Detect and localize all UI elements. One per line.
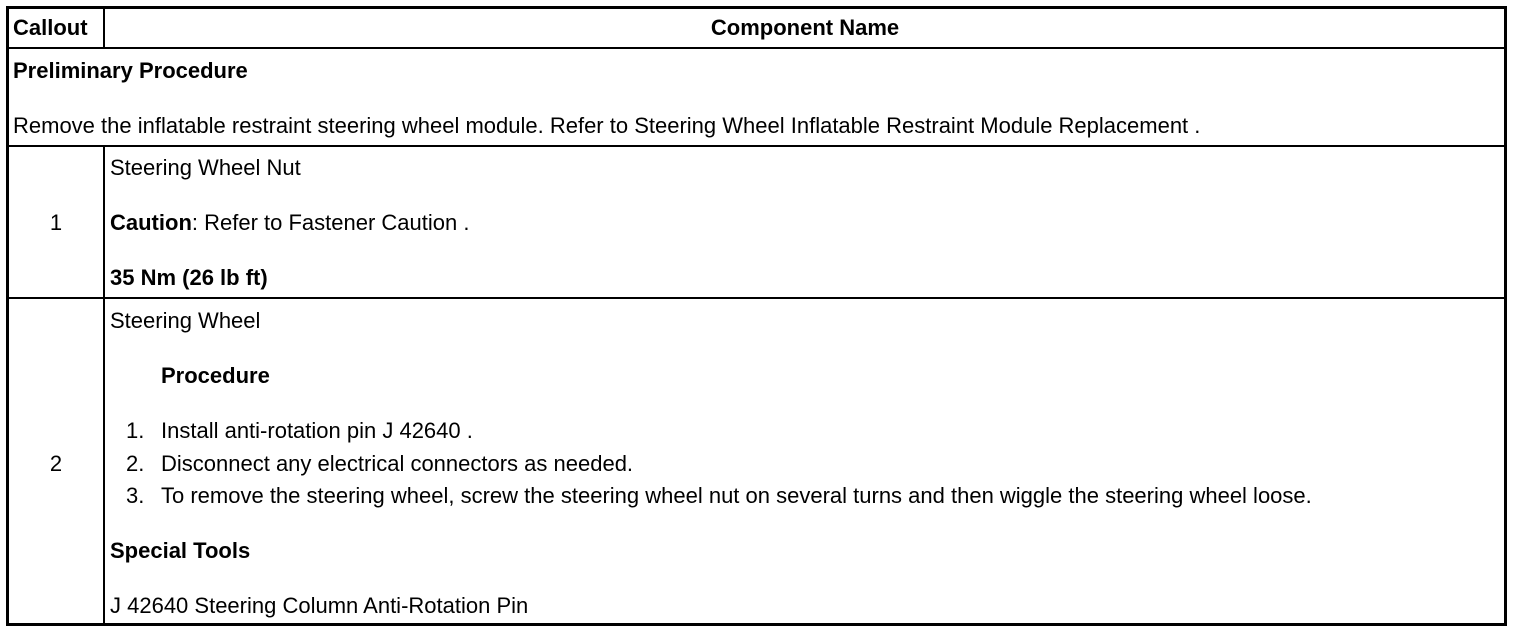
component-table <box>6 6 1507 626</box>
procedure-title: Procedure <box>161 363 270 388</box>
preliminary-divider <box>9 145 1504 147</box>
caution-label: Caution <box>110 210 192 235</box>
row-1-name: Steering Wheel Nut <box>110 155 301 180</box>
column-divider-rows <box>103 145 105 623</box>
row-1-caution <box>110 210 469 236</box>
step-2-number: 2. <box>126 451 145 476</box>
special-tools-title: Special Tools <box>110 538 251 563</box>
preliminary-text: Remove the inflatable restraint steering wheel module. Refer to Steering Wheel Inflatable Restraint Module Replacement . <box>13 113 1201 138</box>
row-1-divider <box>9 297 1504 299</box>
row-2-name: Steering Wheel <box>110 308 261 333</box>
step-3-text: To remove the steering wheel, screw the steering wheel nut on several turns and then wiggle the steering wheel loose. <box>161 483 1312 508</box>
row-1-callout: 1 <box>49 210 63 235</box>
row-1-torque: 35 Nm (26 lb ft) <box>110 265 268 290</box>
step-1-text: Install anti-rotation pin J 42640 . <box>161 418 473 443</box>
special-tool-item: J 42640 Steering Column Anti-Rotation Pin <box>110 593 529 618</box>
header-component-name: Component Name <box>710 15 900 40</box>
step-2-text: Disconnect any electrical connectors as needed. <box>161 451 634 476</box>
header-callout: Callout <box>13 15 88 40</box>
step-1-number: 1. <box>126 418 145 443</box>
step-3-number: 3. <box>126 483 145 508</box>
header-divider <box>9 47 1504 49</box>
preliminary-title: Preliminary Procedure <box>13 58 248 83</box>
caution-text: : Refer to Fastener Caution . <box>191 210 470 235</box>
row-2-callout: 2 <box>49 451 63 476</box>
